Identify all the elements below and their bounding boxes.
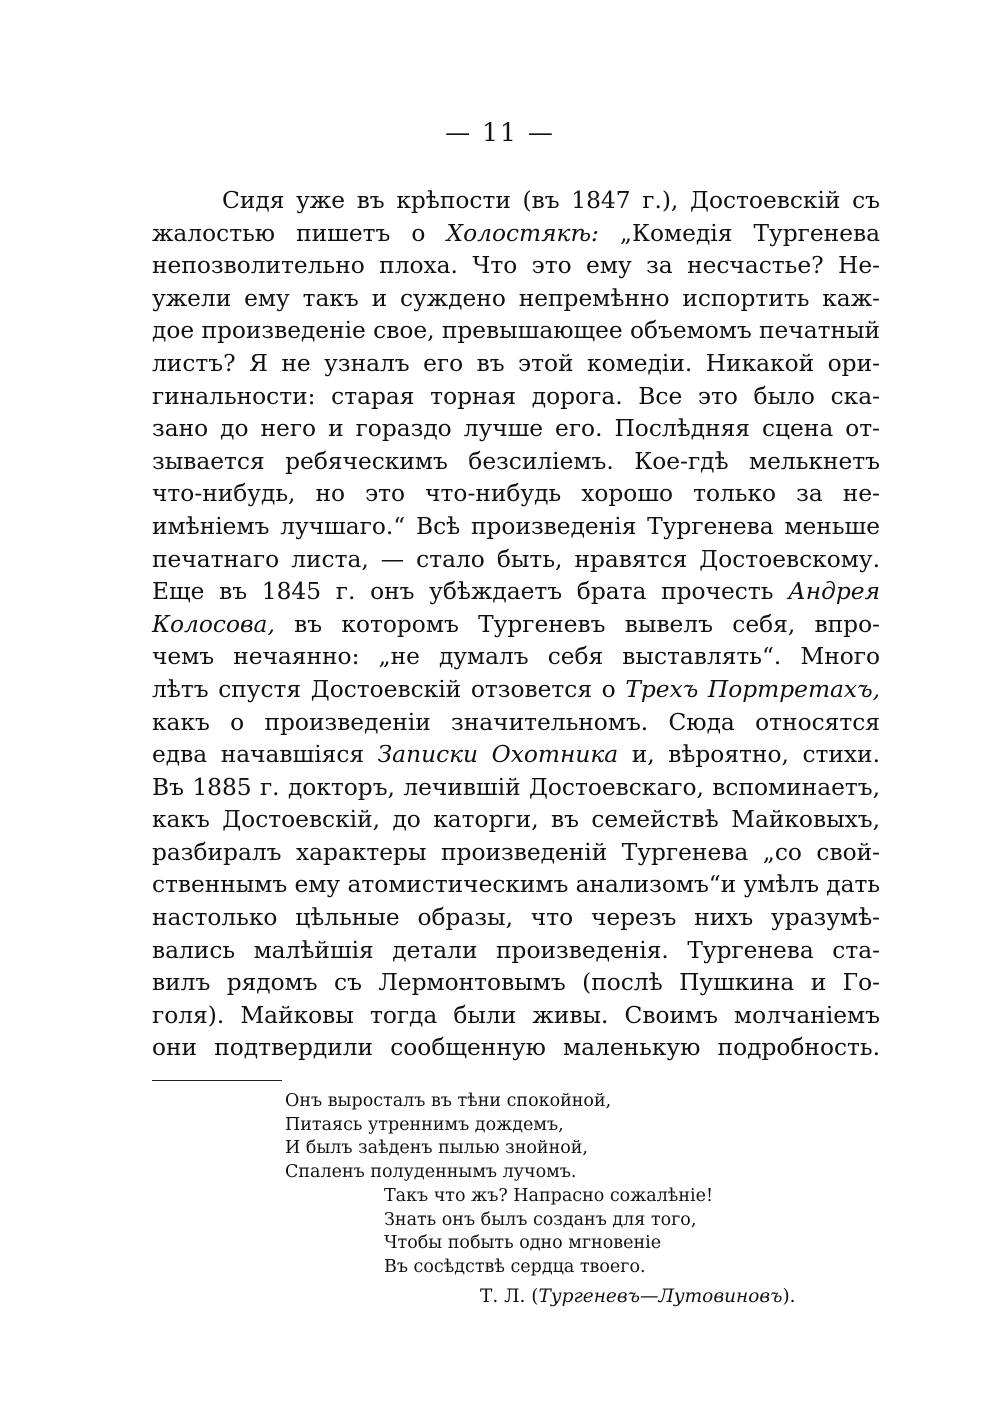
text-run: вались малѣйшія детали произведенія. Тургенева ста-	[152, 936, 880, 964]
text-line	[152, 511, 880, 544]
text-line	[152, 1000, 880, 1033]
text-line	[152, 1032, 880, 1065]
text-line	[152, 478, 880, 511]
signature-suffix: ).	[782, 1286, 796, 1307]
text-run: разбиралъ характеры произведеній Тургенева „со свой-	[152, 838, 880, 866]
text-line	[152, 283, 880, 316]
text-run: Сидя уже въ крѣпости (въ 1847 г.), Достоевскій съ	[222, 187, 880, 214]
text-run: они подтвердили сообщенную маленькую подробность.	[152, 1034, 880, 1062]
text-line	[152, 544, 880, 577]
verse-line: И былъ заѣденъ пылью знойной,	[285, 1138, 588, 1159]
text-run: гинальности: старая торная дорога. Все это было ска-	[152, 382, 880, 410]
text-line	[152, 446, 880, 479]
text-run: зывается ребяческимъ безсиліемъ. Кое-гдѣ мелькнетъ	[152, 447, 880, 475]
text-run: Еще въ 1845 г. онъ убѣждаетъ брата прочесть	[152, 578, 789, 606]
text-line	[152, 576, 880, 609]
text-line	[152, 609, 880, 642]
verse-line: Онъ выросталъ въ тѣни спокойной,	[285, 1091, 612, 1111]
signature-prefix: Т. Л. (	[480, 1286, 539, 1307]
verse-line: Такъ что жъ? Напрасно сожалѣніе!	[384, 1186, 714, 1206]
text-run: голя). Майковы тогда были живы. Своимъ молчаніемъ	[152, 1001, 880, 1029]
verse-line: Питаясь утреннимъ дождемъ,	[285, 1114, 564, 1135]
italic-title: Записки Охотника	[377, 741, 619, 769]
text-line	[152, 250, 880, 283]
text-run: имѣніемъ лучшаго.“ Всѣ произведенія Тургенева меньше	[152, 512, 880, 540]
text-run: дое произведеніе свое, превышающее объемомъ печатный	[152, 317, 880, 345]
text-line	[152, 381, 880, 414]
text-run: зано до него и гораздо лучше его. Послѣдняя сцена от-	[152, 415, 880, 443]
text-run: какъ о произведеніи значительномъ. Сюда относятся	[152, 708, 880, 736]
text-line	[152, 739, 880, 772]
text-run: печатнаго листа, — стало быть, нравятся Достоевскому.	[152, 545, 880, 573]
italic-title: Трехъ Портретахъ,	[625, 675, 880, 703]
text-run: листъ? Я не узналъ его въ этой комедіи. Никакой ори-	[152, 349, 880, 377]
text-line	[152, 641, 880, 674]
text-line	[152, 902, 880, 935]
text-line	[152, 869, 880, 902]
text-run: настолько цѣльные образы, что черезъ нихъ уразумѣ-	[152, 904, 880, 932]
text-run: какъ Достоевскій, до каторги, въ семействѣ Майковыхъ,	[152, 806, 880, 834]
footnote-stanza-2	[384, 1185, 713, 1279]
verse-line: Знать онъ былъ созданъ для того,	[384, 1209, 697, 1230]
footnote-rule	[152, 1080, 282, 1081]
text-run: и, вѣроятно, стихи.	[618, 741, 880, 769]
text-run: едва начавшіяся	[152, 741, 378, 769]
text-line	[152, 804, 880, 837]
footnote-signature	[480, 1286, 796, 1307]
text-line	[152, 315, 880, 348]
main-paragraph	[152, 185, 880, 1065]
text-line	[152, 967, 880, 1000]
text-line	[152, 674, 880, 707]
text-run: что-нибудь, но это что-нибудь хорошо только за не-	[152, 480, 880, 508]
text-run: въ которомъ Тургеневъ вывелъ себя, впро-	[274, 610, 880, 638]
text-line	[152, 837, 880, 870]
italic-title: Холостякѣ:	[446, 219, 599, 247]
text-run: жалостью пишетъ о	[152, 219, 447, 247]
text-line	[152, 707, 880, 740]
signature-name: Тургеневъ—Лутовиновъ	[538, 1286, 783, 1307]
text-line	[152, 218, 880, 251]
text-line	[152, 772, 880, 805]
verse-line: Въ сосѣдствѣ сердца твоего.	[384, 1256, 646, 1277]
text-run: непозволительно плоха. Что это ему за несчастье? Не-	[152, 252, 880, 280]
text-line	[152, 348, 880, 381]
text-run: Въ 1885 г. докторъ, лечившій Достоевскаго, вспоминаетъ,	[152, 773, 880, 801]
text-run: ужели ему такъ и суждено непремѣнно испортить каж-	[152, 284, 880, 312]
text-line	[152, 185, 880, 218]
text-run: вилъ рядомъ съ Лермонтовымъ (послѣ Пушкина и Го-	[152, 969, 880, 997]
text-run: ственнымъ ему атомистическимъ анализомъ“и умѣлъ дать	[152, 871, 880, 899]
page-number: — 11 —	[445, 118, 555, 147]
footnote-stanza-1	[285, 1090, 611, 1184]
text-run: чемъ нечаянно: „не думалъ себя выставлять“. Много	[152, 643, 880, 671]
text-run: лѣтъ спустя Достоевскій отзовется о	[152, 675, 626, 703]
italic-title: Колосова,	[152, 610, 275, 638]
verse-line: Спаленъ полуденнымъ лучомъ.	[285, 1161, 577, 1182]
italic-title: Андрея	[788, 578, 880, 606]
text-line	[152, 413, 880, 446]
text-run: „Комедія Тургенева	[598, 219, 880, 247]
text-line	[152, 935, 880, 968]
verse-line: Чтобы побыть одно мгновеніе	[384, 1233, 662, 1254]
